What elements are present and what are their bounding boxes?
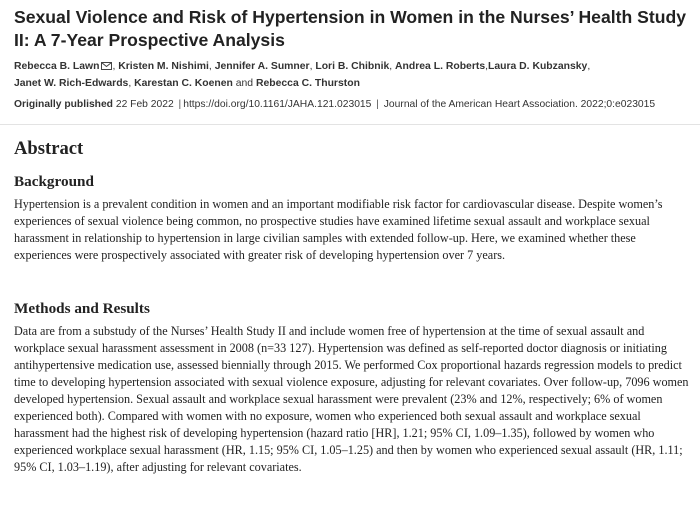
section-divider [0, 124, 700, 125]
author-separator: and [232, 78, 256, 89]
author-link[interactable]: Jennifer A. Sumner [214, 61, 310, 72]
methods-text: Data are from a substudy of the Nurses’ Health Study II and include women free of hypertension at the time of sexual assault and workplace sexual harassment assessment in 2008 (n=33 127). Hypertension was defined as self‐reported doctor diagnosis or initiating antihypertensive medication use, assessed biennially through 2015. We performed Cox proportional hazards regression models to predict time to developing hypertension associated with sexual violence exposure, adjusting for relevant covariates. Over follow‐up, 7096 women developed hypertension. Sexual assault and workplace sexual harassment were prevalent (23% and 12%, respectively; 6% of women experienced both). Compared with women with no exposure, women who experienced both sexual assault and workplace sexual harassment had the highest risk of developing hypertension (hazard ratio [HR], 1.21; 95% CI, 1.09–1.35), followed by women who experienced workplace sexual harassment (HR, 1.15; 95% CI, 1.05–1.25) and then by women who experienced sexual assault (HR, 1.11; 95% CI, 1.03–1.19), after adjusting for relevant covariates. [14, 324, 689, 474]
background-text: Hypertension is a prevalent condition in women and an important modifiable risk factor for cardiovascular disease. Despite women’s experiences of sexual violence being common, no prospective studies have examined lifetime sexual assault and workplace sexual harassment in relationship to hypertension in large civilian samples with extended follow‐up. Here, we examined whether these experiences were prospectively associated with greater risk of developing hypertension over 7 years. [14, 197, 663, 262]
author-separator: , [389, 61, 396, 72]
author-list [14, 58, 688, 92]
author-separator: , [128, 78, 135, 89]
methods-heading: Methods and Results [14, 300, 150, 317]
author-link[interactable]: Karestan C. Koenen [134, 78, 233, 89]
abstract-heading: Abstract [14, 138, 84, 159]
methods-section [14, 300, 694, 476]
published-date: 22 Feb 2022 [112, 99, 177, 110]
author-line-2 [14, 75, 688, 92]
author-link[interactable]: Laura D. Kubzansky [488, 61, 588, 72]
author-separator: , [485, 61, 488, 72]
author-separator: , [208, 61, 215, 72]
author-separator: , [112, 61, 119, 72]
author-link[interactable]: Rebecca C. Thurston [255, 78, 360, 89]
author-link[interactable]: Lori B. Chibnik [315, 61, 390, 72]
author-line-1 [14, 58, 688, 75]
author-separator: , [309, 61, 316, 72]
publication-info [14, 97, 688, 112]
doi-link[interactable]: https://doi.org/10.1161/JAHA.121.023015 [183, 99, 372, 110]
background-heading: Background [14, 173, 94, 190]
author-link[interactable]: Kristen M. Nishimi [118, 61, 209, 72]
author-separator: , [587, 61, 591, 72]
envelope-icon[interactable] [101, 59, 112, 67]
journal-citation: Journal of the American Heart Association. 2022;0:e023015 [380, 99, 656, 110]
author-link[interactable]: Rebecca B. Lawn [14, 61, 100, 72]
divider: | [178, 99, 182, 110]
author-link[interactable]: Andrea L. Roberts [395, 61, 486, 72]
published-label: Originally published [14, 99, 113, 110]
background-section [14, 173, 694, 264]
author-link[interactable]: Janet W. Rich-Edwards [14, 78, 129, 89]
article-title: Sexual Violence and Risk of Hypertension in Women in the Nurses’ Health Study II: A 7‐Year Prospective Analysis [14, 7, 686, 50]
divider: | [373, 99, 379, 110]
